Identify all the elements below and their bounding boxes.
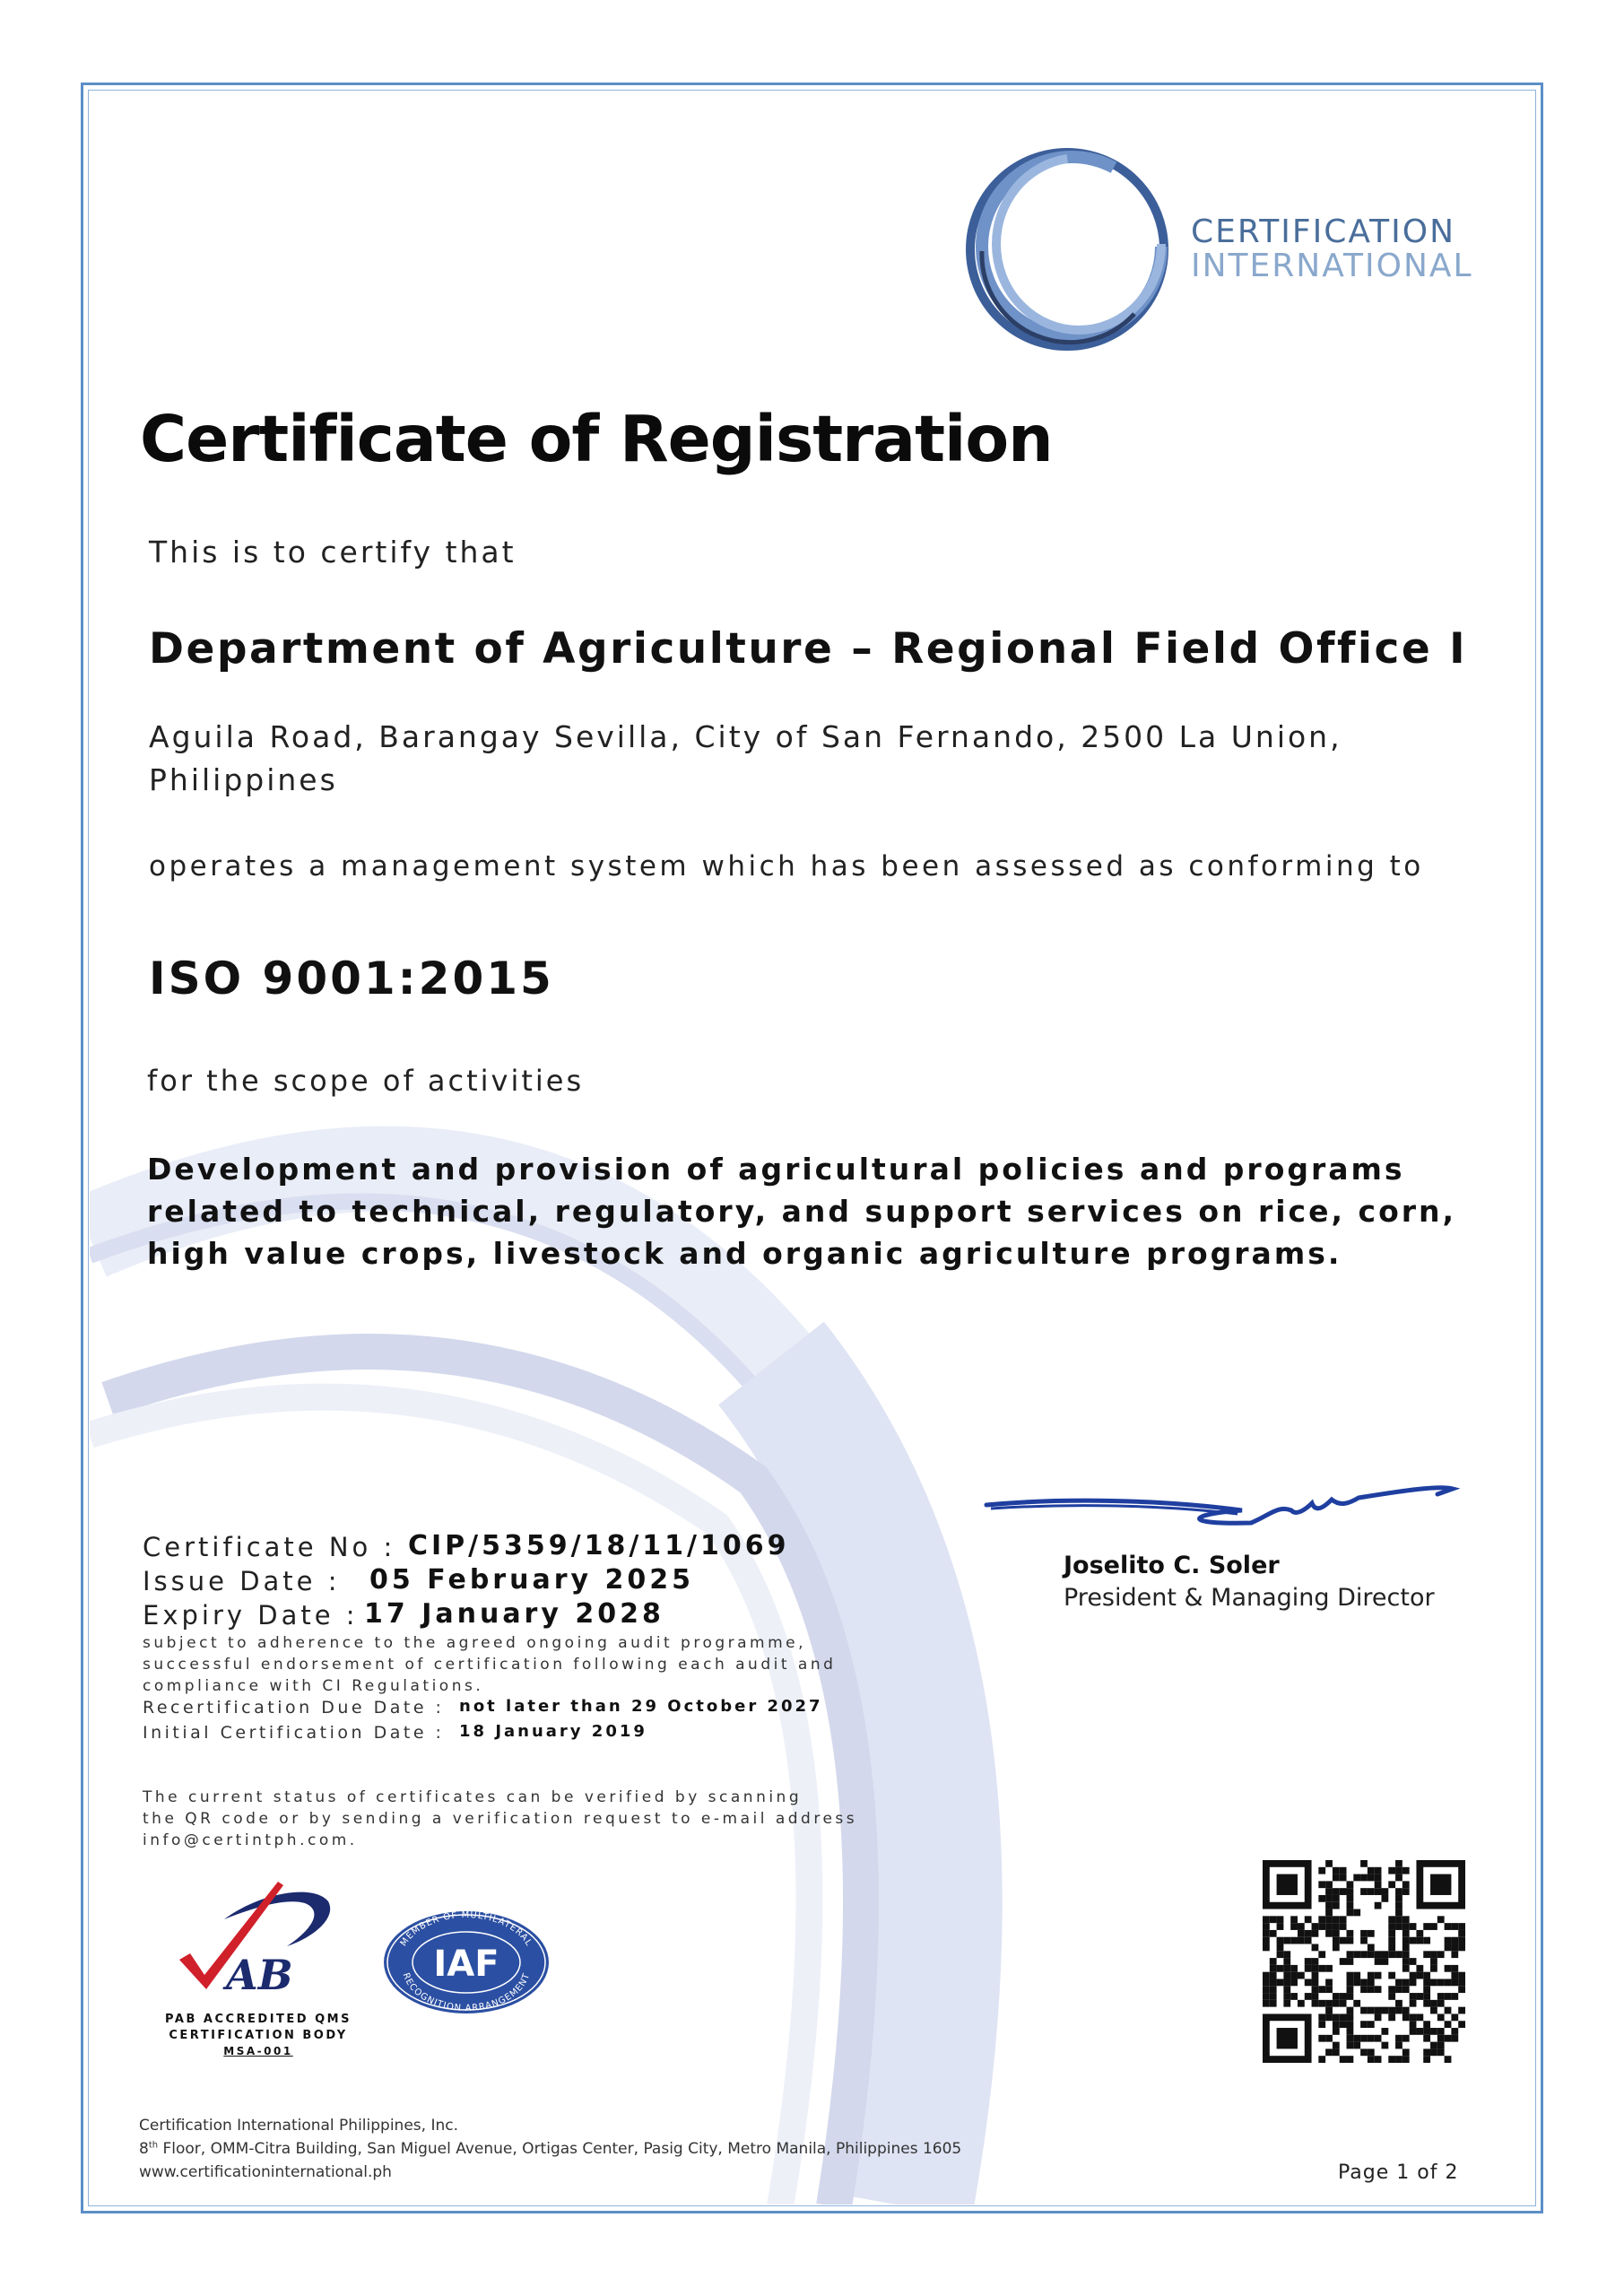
pab-text-line1: PAB ACCREDITED QMS <box>165 2013 352 2026</box>
iaf-ring-top-text: MEMBER OF MULTILATERAL <box>398 1909 534 1949</box>
subject-note-line1: subject to adherence to the agreed ongoing audit programme, <box>143 1634 807 1652</box>
verification-line2: the QR code or by sending a verification request to e-mail address <box>143 1810 858 1828</box>
pab-mark-text: AB <box>226 1951 293 1999</box>
initial-certification-label: Initial Certification Date : <box>143 1723 445 1743</box>
certificate-title: Certificate of Registration <box>140 402 1053 476</box>
footer-address <box>139 2140 961 2158</box>
recertification-label: Recertification Due Date : <box>143 1698 445 1718</box>
standard-name: ISO 9001:2015 <box>149 952 554 1004</box>
signatory-name: Joselito C. Soler <box>1064 1552 1280 1579</box>
iaf-member-logo-icon <box>381 1909 551 2016</box>
certificate-number-label: Certificate No : <box>143 1532 396 1562</box>
certification-international-logo-icon <box>955 144 1188 359</box>
recertification-date: not later than 29 October 2027 <box>459 1697 823 1716</box>
page-indicator: Page 1 of 2 <box>1338 2161 1459 2184</box>
issue-date: 05 February 2025 <box>369 1564 694 1596</box>
issue-date-label: Issue Date : <box>143 1566 341 1596</box>
pab-text-line3: MSA-001 <box>223 2045 293 2057</box>
initial-certification-date: 18 January 2019 <box>459 1722 647 1741</box>
iaf-mark-text: IAF <box>433 1944 499 1985</box>
footer-company: Certification International Philippines, Inc. <box>139 2117 458 2135</box>
signature-icon <box>982 1471 1466 1543</box>
logo-text-international: INTERNATIONAL <box>1191 248 1473 284</box>
subject-note-line2: successful endorsement of certification following each audit and <box>143 1656 837 1674</box>
scope-of-activities: Development and provision of agricultural policies and programs related to technical, regulatory, and support services on rice, corn, high value crops, livestock and organic agriculture programs. <box>147 1152 1457 1271</box>
footer-address-text: Floor, OMM-Citra Building, San Miguel Avenue, Ortigas Center, Pasig City, Metro Manila, Philippines 1605 <box>158 2140 962 2158</box>
signatory-position: President & Managing Director <box>1064 1584 1435 1612</box>
subject-note-line3: compliance with CI Regulations. <box>143 1677 484 1695</box>
scope-label: for the scope of activities <box>147 1064 585 1098</box>
footer-floor-suffix: th <box>148 2140 159 2151</box>
conformance-statement: operates a management system which has been assessed as conforming to <box>149 850 1424 883</box>
expiry-date: 17 January 2028 <box>364 1598 664 1630</box>
organization-name: Department of Agriculture – Regional Field Office I <box>149 624 1468 674</box>
verification-qr-code-icon[interactable] <box>1263 1860 1465 2063</box>
pab-text-line2: CERTIFICATION BODY <box>169 2029 348 2042</box>
footer-floor-number: 8 <box>139 2140 149 2158</box>
expiry-date-label: Expiry Date : <box>143 1600 359 1631</box>
iaf-ring-bottom-text: RECOGNITION ARRANGEMENT <box>400 1971 533 2014</box>
certify-intro: This is to certify that <box>149 535 517 570</box>
footer-website[interactable]: www.certificationinternational.ph <box>139 2163 392 2181</box>
verification-line1: The current status of certificates can be verified by scanning <box>143 1788 803 1806</box>
certificate-number: CIP/5359/18/11/1069 <box>408 1530 790 1561</box>
logo-text-certification: CERTIFICATION <box>1191 213 1456 250</box>
pab-accreditation-logo-icon <box>170 1874 341 2009</box>
organization-address: Aguila Road, Barangay Sevilla, City of San Fernando, 2500 La Union, Philippines <box>149 719 1342 797</box>
verification-email: info@certintph.com. <box>143 1831 358 1849</box>
